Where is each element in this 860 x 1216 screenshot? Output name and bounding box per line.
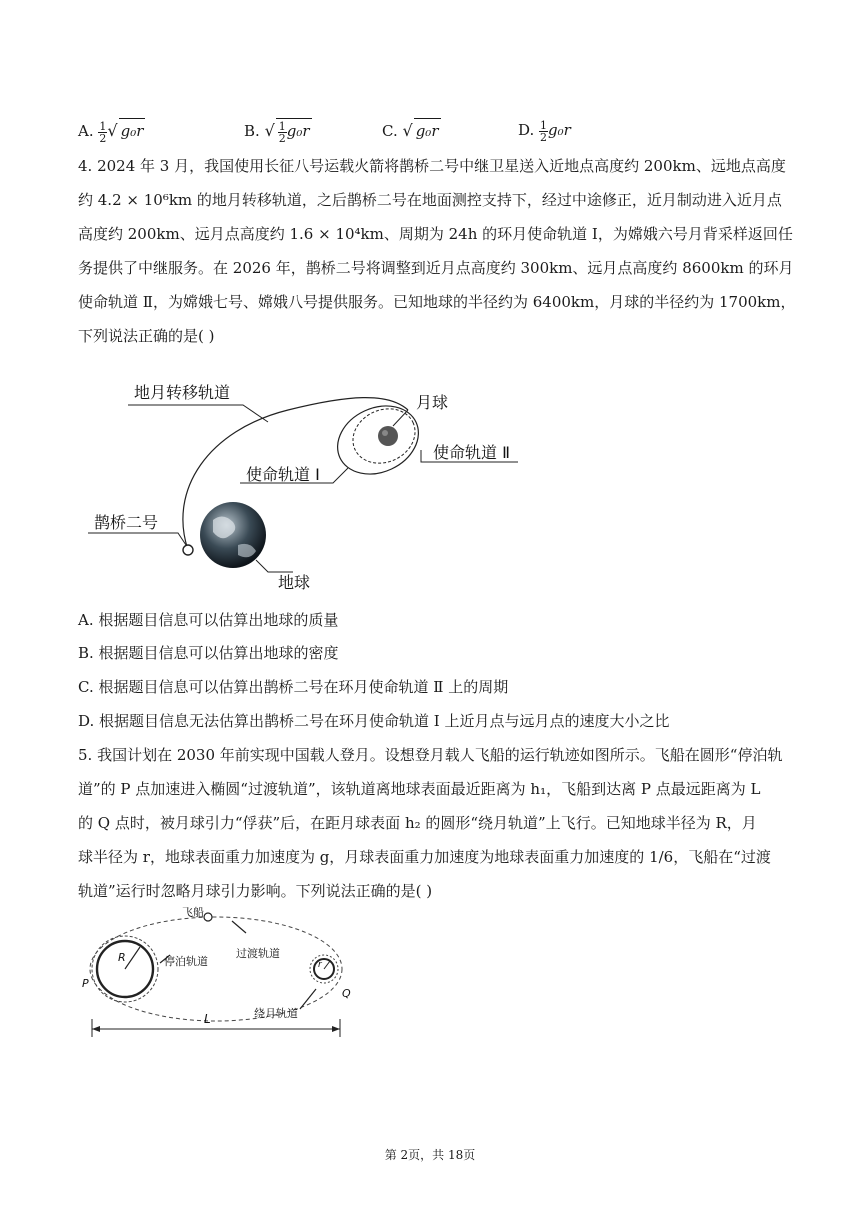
q4-line-5: 使命轨道 Ⅱ，为嫦娥七号、嫦娥八号提供服务。已知地球的半径约为 6400km，月球的半径约为 1700km， [78, 293, 796, 311]
page-footer: 第 2页，共 18页 [384, 1148, 476, 1162]
fraction [539, 120, 548, 143]
sqrt-symbol: √ [264, 121, 275, 140]
leader-transfer [128, 405, 268, 422]
option-b-label: B. [244, 122, 260, 140]
transfer-arrow [232, 921, 246, 933]
leader-satellite [88, 533, 186, 545]
satellite-icon [183, 545, 193, 555]
q4-figure [88, 370, 548, 590]
orbit-1-ellipse [326, 393, 429, 487]
radicand: g₀r [414, 118, 441, 143]
q5-line-1: 5. 我国计划在 2030 年前实现中国载人登月。设想登月载人飞船的运行轨迹如图所示。飞船在圆形“停泊轨 [78, 746, 783, 764]
option-a-label: A. [78, 122, 94, 140]
lunar-arrow [300, 989, 316, 1009]
label-parking-orbit: 停泊轨道 [164, 955, 208, 968]
label-transfer-orbit: 地月转移轨道 [134, 383, 231, 402]
label-earth: 地球 [278, 573, 311, 590]
leader-moon [393, 410, 408, 426]
sqrt-symbol: √ [107, 121, 118, 140]
leader-earth [256, 560, 293, 572]
earth-icon [200, 502, 266, 568]
q5-line-2: 道”的 P 点加速进入椭圆“过渡轨道”，该轨道离地球表面最近距离为 h₁，飞船到达离 P 点最远距离为 L [78, 780, 761, 798]
q4-choice-a: A. 根据题目信息可以估算出地球的质量 [78, 611, 339, 629]
label-orbit-1: 使命轨道 Ⅰ [246, 465, 320, 484]
option-d-expr: g₀r [548, 121, 571, 139]
label-P: P [82, 977, 89, 990]
option-c [382, 118, 441, 143]
label-orbit-2: 使命轨道 Ⅱ [433, 443, 510, 462]
frac-den: 2 [278, 131, 286, 145]
radicand-group [276, 118, 312, 144]
spaceship-icon [204, 913, 212, 921]
q4-line-1: 4. 2024 年 3 月，我国使用长征八号运载火箭将鹊桥二号中继卫星送入近地点高度约 200km、远地点高度 [78, 157, 786, 175]
earth-radius-arrow [125, 947, 140, 969]
q5-line-3: 的 Q 点时，被月球引力“俘获”后，在距月球表面 h₂ 的圆形“绕月轨道”上飞行。已知地球半径为 R，月 [78, 814, 757, 832]
label-satellite: 鹊桥二号 [94, 513, 159, 532]
q5-line-5: 轨道”运行时忽略月球引力影响。下列说法正确的是( ) [78, 882, 433, 900]
q4-line-3: 高度约 200km、远月点高度约 1.6 × 10⁴km、周期为 24h 的环月使命轨道 Ⅰ，为嫦娥六号月背采样返回任 [78, 225, 793, 243]
label-transfer-orbit: 过渡轨道 [236, 947, 280, 960]
fraction [278, 121, 287, 144]
label-ship: 飞船 [182, 906, 204, 919]
frac-den: 2 [540, 130, 548, 144]
q4-choice-b: B. 根据题目信息可以估算出地球的密度 [78, 644, 339, 662]
q5-line-4: 球半径为 r，地球表面重力加速度为 g，月球表面重力加速度为地球表面重力加速度的 1/6，飞船在“过渡 [78, 848, 771, 866]
arrowhead-right [332, 1026, 340, 1032]
arrowhead-left [92, 1026, 100, 1032]
label-L: L [204, 1012, 211, 1026]
q4-choice-d: D. 根据题目信息无法估算出鹊桥二号在环月使命轨道 Ⅰ 上近月点与远月点的速度大小之比 [78, 712, 670, 730]
radicand: g₀r [119, 118, 146, 143]
option-d [518, 118, 571, 143]
frac-num: 1 [99, 119, 107, 133]
option-b [244, 118, 312, 144]
label-r: r [318, 960, 322, 970]
q4-choice-c: C. 根据题目信息可以估算出鹊桥二号在环月使命轨道 Ⅱ 上的周期 [78, 678, 509, 696]
label-Q: Q [342, 987, 351, 1000]
moon-radius-arrow [324, 961, 330, 969]
label-lunar-orbit: 绕月轨道 [254, 1007, 298, 1020]
frac-num: 1 [278, 119, 286, 133]
q4-line-4: 务提供了中继服务。在 2026 年，鹊桥二号将调整到近月点高度约 300km、远月点高度约 8600km 的环月 [78, 259, 794, 277]
moon-crater [382, 430, 388, 436]
sqrt-symbol: √ [402, 121, 413, 140]
radicand: g₀r [286, 122, 310, 140]
label-R: R [118, 951, 126, 964]
option-c-label: C. [382, 122, 398, 140]
frac-den: 2 [99, 131, 107, 145]
transfer-orbit-ellipse [90, 917, 342, 1021]
q4-line-6: 下列说法正确的是( ) [78, 327, 215, 345]
q4-line-2: 约 4.2 × 10⁶km 的地月转移轨道，之后鹊桥二号在地面测控支持下，经过中途修正，近月制动进入近月点 [78, 191, 782, 209]
q5-figure [78, 905, 368, 1050]
moon-icon [378, 426, 398, 446]
frac-num: 1 [540, 118, 548, 132]
label-moon: 月球 [416, 393, 449, 412]
option-a [78, 118, 145, 144]
option-d-label: D. [518, 121, 535, 139]
